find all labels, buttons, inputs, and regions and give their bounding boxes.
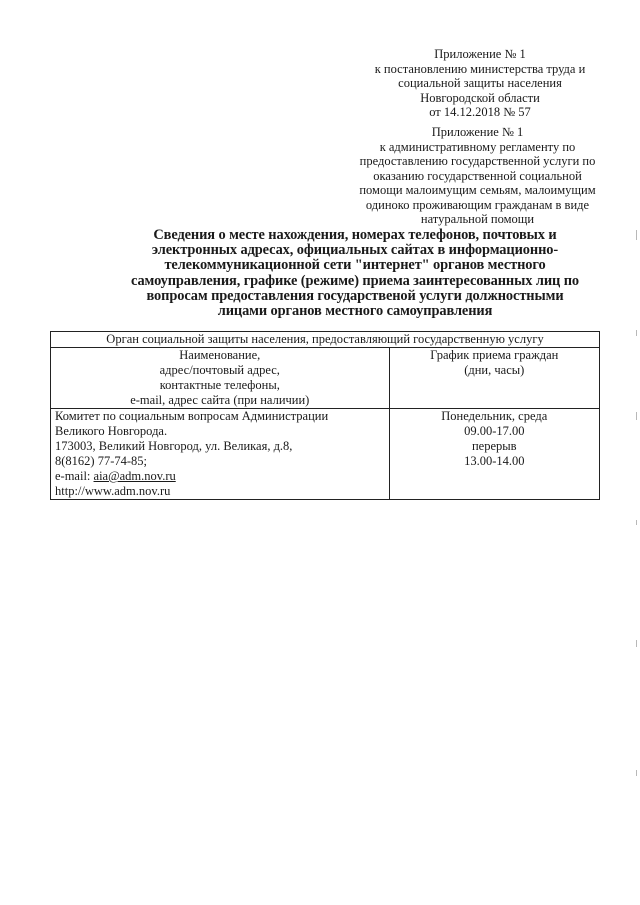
col-1-header [51, 348, 390, 409]
appendix-2-line: Приложение № 1 [431, 125, 524, 139]
schedule-line: перерыв [471, 439, 517, 453]
document-heading [90, 228, 620, 319]
appendix-1-line: от 14.12.2018 № 57 [429, 105, 531, 119]
col-1-header-line: контактные телефоны, [159, 378, 280, 392]
org-email-line [55, 469, 387, 484]
appendix-1-line: социальной защиты населения [398, 76, 562, 90]
scan-edge-mark [636, 640, 637, 647]
org-name-line: Великого Новгорода. [55, 424, 168, 438]
website-link[interactable]: http://www.adm.nov.ru [55, 484, 171, 498]
col-1-header-line: Наименование, [179, 348, 261, 362]
col-1-header-line: адрес/почтовый адрес, [159, 363, 280, 377]
heading-line: телекоммуникационной сети "интернет" органов местного [164, 257, 546, 274]
email-label: e-mail: [55, 469, 94, 483]
appendix-2-line: предоставлению государственной услуги по [359, 154, 596, 168]
schedule-line: 13.00-14.00 [464, 454, 525, 468]
appendix-2-line: одиноко проживающим гражданам в виде [365, 197, 590, 212]
schedule-cell [389, 409, 599, 500]
table-row [51, 409, 600, 500]
appendix-1-line: Приложение № 1 [434, 47, 526, 61]
appendix-1-block [360, 47, 600, 120]
heading-line: вопросам предоставления государственой услуги должностными [146, 287, 564, 304]
scan-edge-mark [636, 770, 637, 776]
table-title: Орган социальной защиты населения, предоставляющий государственную услугу [51, 332, 600, 348]
col-2-header-line: График приема граждан [430, 348, 559, 362]
appendix-1-line: Новгородской области [420, 90, 540, 105]
appendix-2-line: к административному регламенту по [379, 139, 576, 154]
org-address: 173003, Великий Новгород, ул. Великая, д.8, [55, 439, 293, 453]
scan-edge-mark [636, 520, 637, 525]
email-link[interactable]: aia@adm.nov.ru [93, 469, 176, 483]
appendix-2-line: помощи малоимущим семьям, малоимущим [359, 183, 596, 197]
col-1-header-line: e-mail, адрес сайта (при наличии) [130, 393, 310, 407]
contacts-table [50, 331, 600, 500]
appendix-2-line: оказанию государственной социальной [373, 168, 582, 183]
heading-line: лицами органов местного самоуправления [217, 303, 493, 320]
appendix-2-block [340, 125, 615, 227]
schedule-line: Понедельник, среда [441, 409, 548, 423]
table-title-row [51, 332, 600, 348]
schedule-line: 09.00-17.00 [464, 424, 525, 438]
col-2-header-line: (дни, часы) [464, 363, 525, 377]
scan-edge-mark [636, 230, 637, 240]
org-phone: 8(8162) 77-74-85; [55, 454, 147, 468]
heading-line: самоуправления, графике (режиме) приема заинтересованных лиц по [131, 272, 579, 289]
appendix-1-line: к постановлению министерства труда и [374, 61, 586, 76]
heading-line: Сведения о месте нахождения, номерах телефонов, почтовых и [153, 227, 557, 243]
appendix-2-line: натуральной помощи [420, 212, 535, 226]
org-name-line: Комитет по социальным вопросам Администрации [55, 409, 329, 423]
scan-edge-mark [636, 330, 637, 336]
heading-line: электронных адресах, официальных сайтах в информационно- [151, 242, 559, 259]
organization-cell [51, 409, 390, 500]
scan-edge-mark [636, 412, 637, 420]
table-header-row [51, 348, 600, 409]
col-2-header [389, 348, 599, 409]
